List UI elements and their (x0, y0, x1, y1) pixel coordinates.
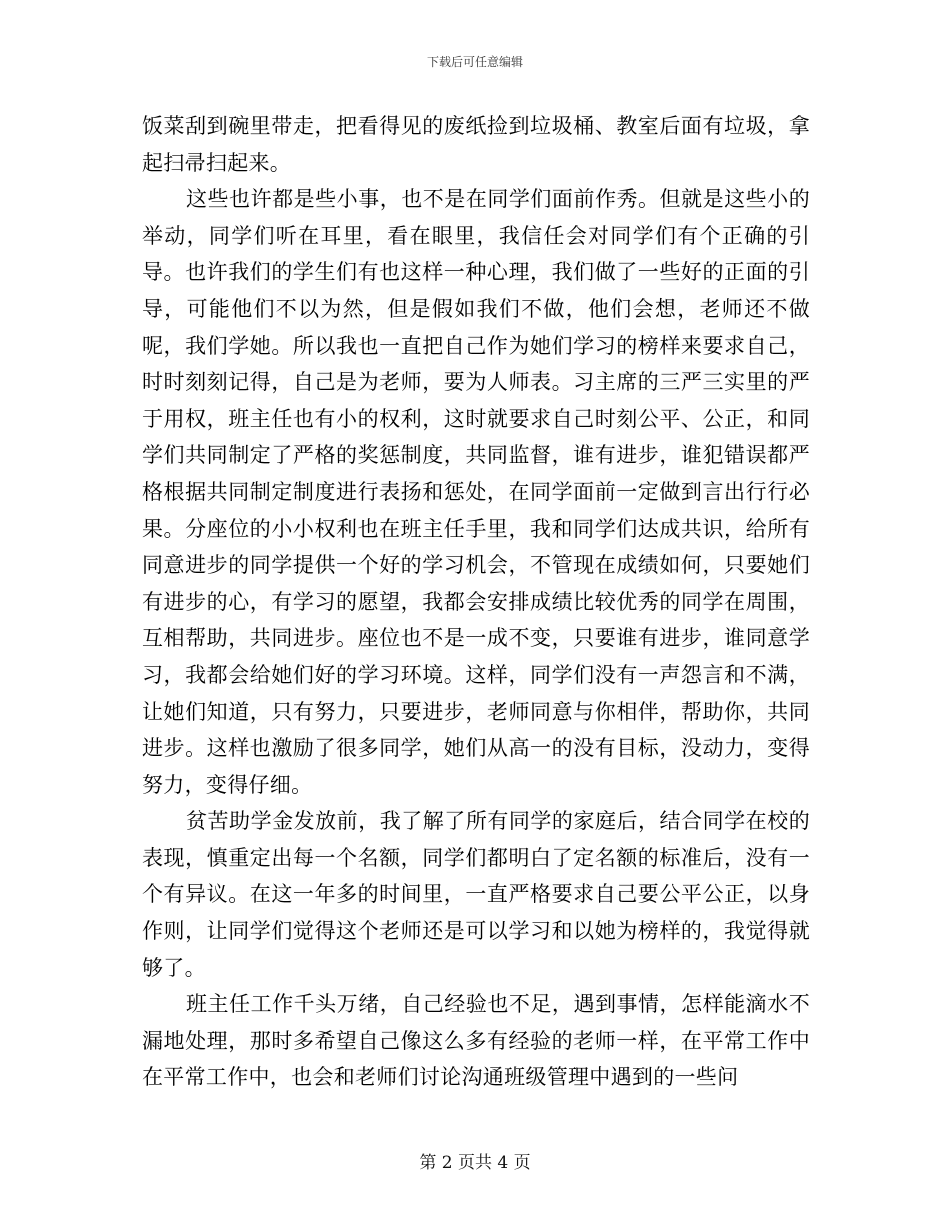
paragraph-continuation: 饭菜刮到碗里带走，把看得见的废纸捡到垃圾桶、教室后面有垃圾，拿起扫帚扫起来。 (142, 114, 810, 175)
document-body (142, 108, 810, 1096)
paragraph-class-management: 班主任工作千头万绪，自己经验也不足，遇到事情，怎样能滴水不漏地处理，那时多希望自己像这么多有经验的老师一样，在平常工作中在平常工作中，也会和老师们讨论沟通班级管理中遇到的一些问 (142, 992, 810, 1090)
paragraph-role-model: 这些也许都是些小事，也不是在同学们面前作秀。但就是这些小的举动，同学们听在耳里，看在眼里，我信任会对同学们有个正确的引导。也许我们的学生们有也这样一种心理，我们做了一些好的正面的引导，可能他们不以为然，但是假如我们不做，他们会想，老师还不做呢，我们学她。所以我也一直把自己作为她们学习的榜样来要求自己，时时刻刻记得，自己是为老师，要为人师表。习主席的三严三实里的严于用权，班主任也有小的权利，这时就要求自己时刻公平、公正，和同学们共同制定了严格的奖惩制度，共同监督，谁有进步，谁犯错误都严格根据共同制定制度进行表扬和惩处，在同学面前一定做到言出行行必果。分座位的小小权利也在班主任手里，我和同学们达成共识，给所有同意进步的同学提供一个好的学习机会，不管现在成绩如何，只要她们有进步的心，有学习的愿望，我都会安排成绩比较优秀的同学在周围，互相帮助，共同进步。座位也不是一成不变，只要谁有进步，谁同意学习，我都会给她们好的学习环境。这样，同学们没有一声怨言和不满，让她们知道，只有努力，只要进步，老师同意与你相伴，帮助你，共同进步。这样也激励了很多同学，她们从高一的没有目标，没动力，变得努力，变得仔细。 (142, 187, 810, 797)
paragraph-financial-aid: 贫苦助学金发放前，我了解了所有同学的家庭后，结合同学在校的表现，慎重定出每一个名额，同学们都明白了定名额的标准后，没有一个有异议。在这一年多的时间里，一直严格要求自己要公平公正，以身作则，让同学们觉得这个老师还是可以学习和以她为榜样的，我觉得就够了。 (142, 809, 810, 980)
page-header: 下载后可任意编辑 (426, 55, 523, 69)
page-footer: 第 2 页共 4 页 (419, 1153, 531, 1173)
